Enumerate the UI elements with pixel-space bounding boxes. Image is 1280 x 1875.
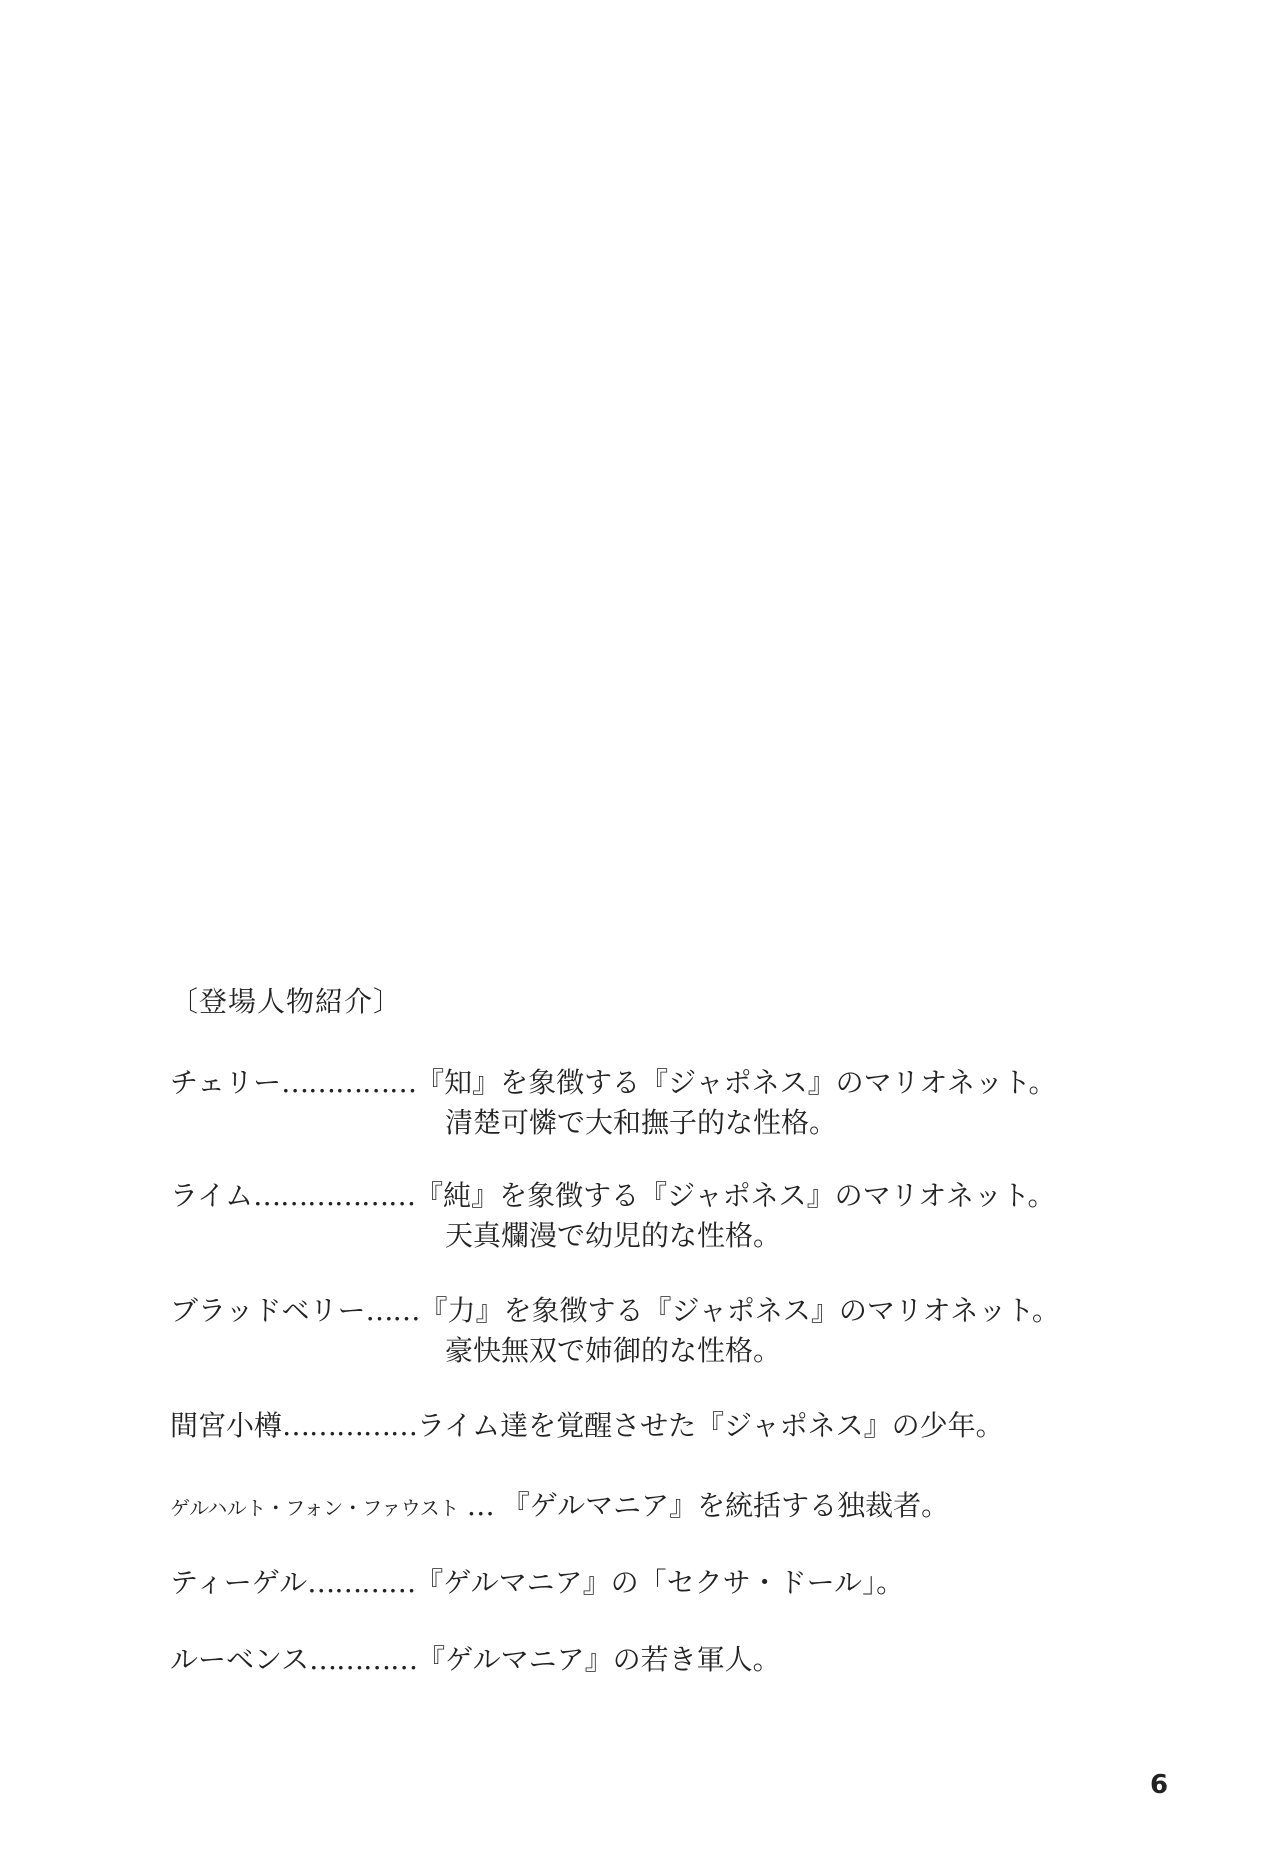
entry-line [170, 1178, 1056, 1214]
character-name: ブラッドベリー [170, 1294, 366, 1327]
leader-dots: …………… [281, 1066, 417, 1099]
leader-dots: …………… [282, 1409, 418, 1442]
character-description: 『純』を象徴する『ジャポネス』のマリオネット。 [415, 1179, 1056, 1212]
character-personality: 天真爛漫で幼児的な性格。 [445, 1219, 782, 1252]
leader-dots: ………… [309, 1643, 418, 1676]
character-description: 『ゲルマニア』の若き軍人。 [417, 1643, 781, 1676]
leader-dots: ……………… [253, 1179, 416, 1212]
character-name: ゲルハルト・フォン・ファウスト [170, 1496, 459, 1520]
character-name: 間宮小樽 [170, 1409, 283, 1442]
character-description: 『ゲルマニア』を統括する独裁者。 [501, 1489, 950, 1522]
leader-dots: …… [365, 1294, 420, 1327]
character-personality: 清楚可憐で大和撫子的な性格。 [445, 1106, 838, 1139]
character-description: 『ゲルマニア』の「セクサ・ドール」。 [415, 1566, 905, 1599]
section-title: 〔登場人物紹介〕 [170, 985, 403, 1018]
character-description: ライム達を覚醒させた『ジャポネス』の少年。 [417, 1409, 1004, 1442]
leader-dots: … [466, 1489, 494, 1522]
page-number: 6 [1150, 1770, 1169, 1800]
entry-line [170, 1642, 781, 1678]
leader-dots: ………… [307, 1566, 416, 1599]
entry-line [170, 1408, 1004, 1444]
character-name: ティーゲル [170, 1566, 308, 1599]
character-description: 『知』を象徴する『ジャポネス』のマリオネット。 [416, 1066, 1057, 1099]
character-personality: 豪快無双で姉御的な性格。 [445, 1334, 782, 1367]
character-name: チェリー [170, 1066, 282, 1099]
entry-line [170, 1488, 949, 1526]
character-name: ライム [170, 1179, 254, 1212]
character-name: ルーベンス [170, 1643, 310, 1676]
character-description: 『力』を象徴する『ジャポネス』のマリオネット。 [419, 1294, 1060, 1327]
entry-line [170, 1565, 904, 1601]
entry-line [170, 1293, 1060, 1329]
entry-line [170, 1065, 1057, 1101]
